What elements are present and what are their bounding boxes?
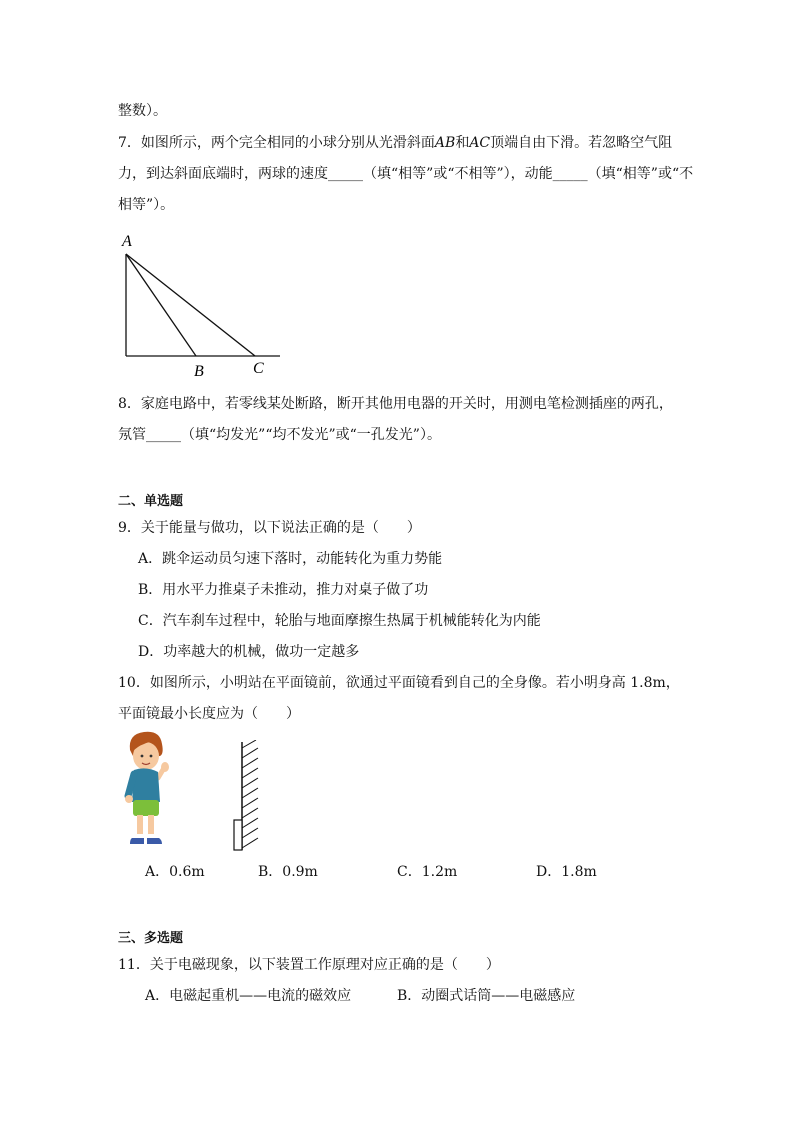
incline-ab [126,254,196,356]
q9-option-b[interactable]: B．用水平力推桌子未推动，推力对桌子做了功 [138,582,429,598]
q7-ab: AB [434,135,456,151]
mirror-base-block [234,820,242,850]
incline-ac [126,254,255,356]
q7-and: 和 [455,135,470,151]
q11-option-a[interactable]: A．电磁起重机——电流的磁效应 [145,988,352,1004]
q7-line1-post: 顶端自由下滑。若忽略空气阻 [490,135,673,151]
q9-option-a[interactable]: A．跳伞运动员匀速下落时，动能转化为重力势能 [138,551,443,567]
label-a: A [122,233,132,250]
q7-line2: 力，到达斜面底端时，两球的速度_____（填“相等”或“不相等”），动能_____（填“相等”或“不 [118,166,694,182]
q7-ac: AC [469,135,491,151]
q9-stem: 9．关于能量与做功，以下说法正确的是（ ） [118,520,421,536]
q8-line2: 氖管_____（填“均发光”“均不发光”或“一孔发光”）。 [118,427,441,443]
q6-tail: 整数）。 [118,103,167,119]
label-c: C [253,360,264,377]
waving-hand-shape [161,762,169,772]
label-b: B [194,363,204,380]
q7-line3: 相等”）。 [118,197,175,213]
q10-option-a[interactable]: A．0.6m [145,864,205,880]
q11-stem: 11．关于电磁现象，以下装置工作原理对应正确的是（ ） [118,957,500,973]
q11-option-b[interactable]: B．动圈式话筒——电磁感应 [397,988,576,1004]
q9-option-d[interactable]: D．功率越大的机械，做功一定越多 [138,644,360,660]
plane-mirror-figure [228,740,268,854]
q10-option-b[interactable]: B．0.9m [258,864,318,880]
mirror-hatching [242,740,258,848]
q7-line1-pre: 7．如图所示，两个完全相同的小球分别从光滑斜面 [118,135,435,151]
q9-option-c[interactable]: C．汽车刹车过程中，轮胎与地面摩擦生热属于机械能转化为内能 [138,613,541,629]
boy-illustration [120,730,180,852]
shorts-shape [133,800,159,816]
q10-option-d[interactable]: D．1.8m [536,864,597,880]
incline-figure [110,226,290,380]
section-title-multiple-choice: 三、多选题 [118,931,184,946]
q10-option-c[interactable]: C．1.2m [397,864,458,880]
q10-line1: 10．如图所示，小明站在平面镜前，欲通过平面镜看到自己的全身像。若小明身高 1.8m， [118,675,680,691]
q10-line2: 平面镜最小长度应为（ ） [118,706,300,722]
q8-line1: 8．家庭电路中，若零线某处断路，断开其他用电器的开关时，用测电笔检测插座的两孔， [118,396,673,412]
section-title-single-choice: 二、单选题 [118,494,184,509]
q7-line1 [118,133,672,153]
